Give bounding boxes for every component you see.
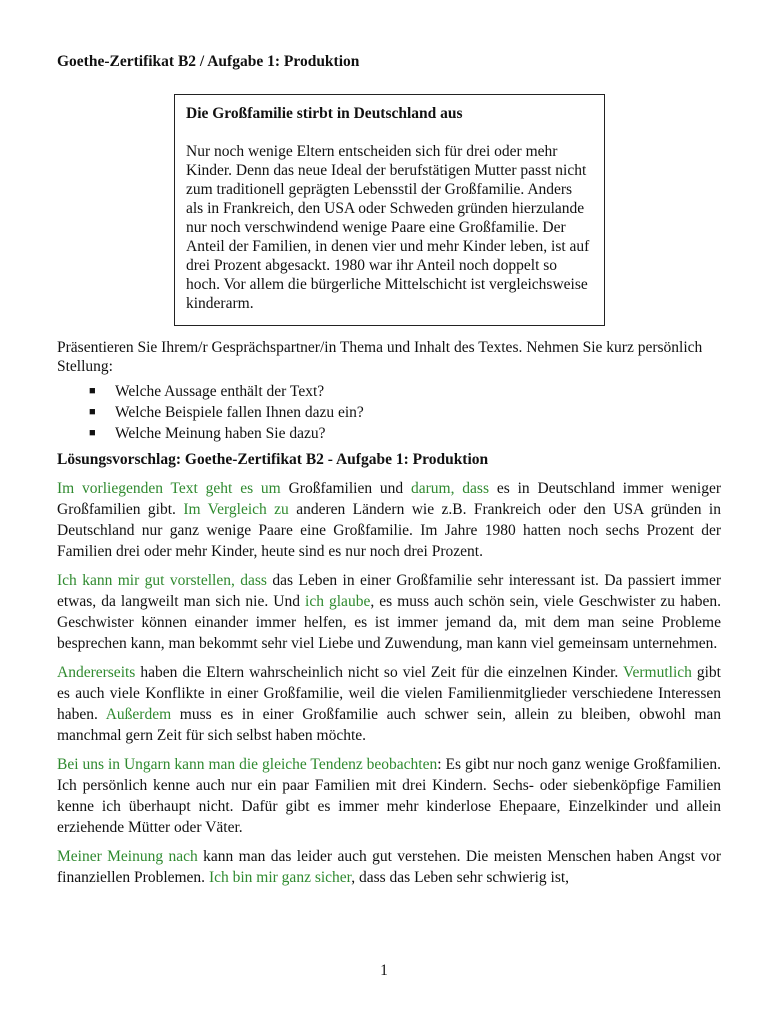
source-text-title: Die Großfamilie stirbt in Deutschland aus	[186, 105, 463, 122]
question-item	[89, 381, 721, 402]
paragraph-text: gibt es auch viele Konflikte in einer Großfamilie, weil die vielen Familienmitglieder verschiedene Interessen haben.	[57, 664, 721, 723]
solution-title: Lösungsvorschlag: Goethe-Zertifikat B2 - Aufgabe 1: Produktion	[57, 451, 489, 468]
square-bullet-icon: ■	[89, 427, 96, 439]
paragraph-text: , dass das Leben sehr schwierig ist,	[351, 869, 570, 886]
highlighted-phrase: Ich kann mir gut vorstellen, dass	[57, 572, 267, 589]
solution-paragraph	[57, 846, 721, 888]
highlighted-phrase: Meiner Meinung nach	[57, 848, 198, 865]
solution-paragraph	[57, 662, 721, 746]
question-text: Welche Beispiele fallen Ihnen dazu ein?	[115, 404, 364, 421]
paragraph-text: Großfamilien und	[280, 480, 411, 497]
highlighted-phrase: Im vorliegenden Text geht es um	[57, 480, 281, 497]
highlighted-phrase: Außerdem	[105, 706, 172, 723]
highlighted-phrase: darum, dass	[411, 480, 489, 497]
paragraph-text: es in Deutschland immer weniger Großfamilien gibt.	[57, 480, 721, 518]
solution-paragraph	[57, 478, 721, 562]
highlighted-phrase: Im Vergleich zu	[183, 501, 289, 518]
paragraph-text: , es muss auch schön sein, viele Geschwister zu haben. Geschwister können einander immer helfen, es ist immer jemand da, mit dem man seine Probleme besprechen kann, man bekommt sehr viel Liebe und Zuwendung, man kann viel gemeinsam unternehmen.	[57, 593, 721, 652]
question-text: Welche Meinung haben Sie dazu?	[115, 425, 326, 442]
square-bullet-icon: ■	[89, 385, 96, 397]
source-text-box	[174, 94, 605, 326]
paragraph-text: muss es in einer Großfamilie auch schwer sein, allein zu bleiben, obwohl man manchmal gern Zeit für sich selbst haben möchte.	[57, 706, 722, 744]
question-item	[89, 423, 721, 444]
highlighted-phrase: Andererseits	[57, 664, 136, 681]
paragraph-text: das Leben in einer Großfamilie sehr interessant ist. Da passiert immer etwas, da langweilt man sich nie. Und	[57, 572, 721, 610]
paragraph-text: haben die Eltern wahrscheinlich nicht so viel Zeit für die einzelnen Kinder.	[135, 664, 624, 681]
task-prompt: Präsentieren Sie Ihrem/r Gesprächspartner/in Thema und Inhalt des Textes. Nehmen Sie kurz persönlich Stellung:	[57, 339, 703, 375]
document-page	[57, 51, 721, 888]
paragraph-text: kann man das leider auch gut verstehen. Die meisten Menschen haben Angst vor finanziellen Problemen.	[57, 848, 721, 886]
page-number: 1	[380, 962, 388, 979]
highlighted-phrase: Ich bin mir ganz sicher	[208, 869, 352, 886]
highlighted-phrase: Vermutlich	[623, 664, 692, 681]
solution-paragraph	[57, 570, 721, 654]
question-item	[89, 402, 721, 423]
square-bullet-icon: ■	[89, 406, 96, 418]
highlighted-phrase: Bei uns in Ungarn kann man die gleiche Tendenz beobachten	[57, 756, 438, 773]
paragraph-text: anderen Ländern wie z.B. Frankreich oder den USA gründen in Deutschland nur ganz wenige Paare eine Großfamilie. Im Jahre 1980 hatten noch sechs Prozent der Familien drei oder mehr Kinder, heute sind es nur noch drei Prozent.	[57, 501, 721, 560]
source-text-body: Nur noch wenige Eltern entscheiden sich für drei oder mehr Kinder. Denn das neue Ideal der berufstätigen Mutter passt nicht zum traditionell geprägten Lebensstil der Großfamilie. Anders als in Frankreich, den USA oder Schweden gründen hierzulande nur noch verschwindend wenige Paare eine Großfamilie. Der Anteil der Familien, in denen vier und mehr Kinder leben, ist auf drei Prozent abgesackt. 1980 war ihr Anteil noch doppelt so hoch. Vor allem die bürgerliche Mittelschicht ist vergleichsweise kinderarm.	[186, 143, 590, 312]
paragraph-text: : Es gibt nur noch ganz wenige Großfamilien. Ich persönlich kenne auch nur ein paar Familien mit drei Kindern. Sechs- oder siebenköpfige Familien kenne ich überhaupt nicht. Dafür gibt es immer mehr kinderlose Ehepaare, Einzelkinder und allein erziehende Mütter oder Väter.	[57, 756, 721, 836]
solution-text	[57, 478, 721, 888]
question-list	[57, 381, 721, 444]
page-title: Goethe-Zertifikat B2 / Aufgabe 1: Produktion	[57, 53, 360, 70]
question-text: Welche Aussage enthält der Text?	[115, 383, 325, 400]
solution-paragraph	[57, 754, 721, 838]
highlighted-phrase: ich glaube	[305, 593, 371, 610]
